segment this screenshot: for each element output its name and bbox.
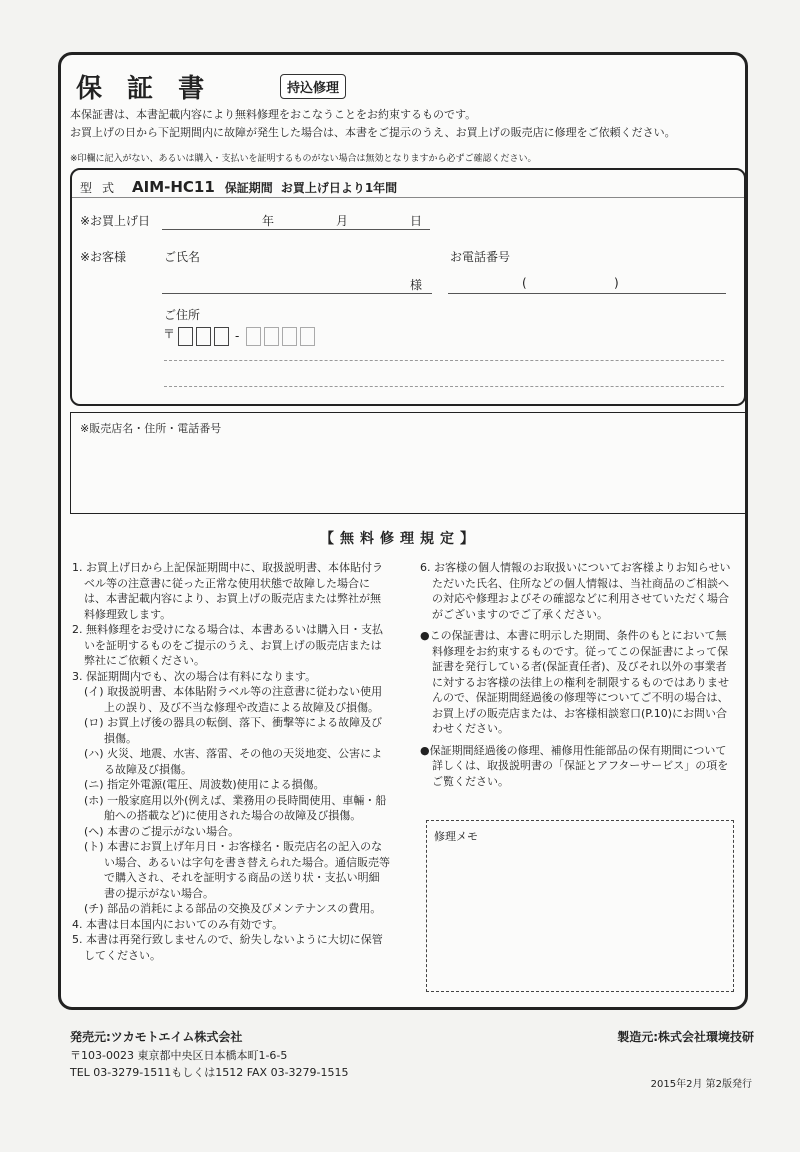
rule-sub-item: (ニ) 指定外電源(電圧、周波数)使用による損傷。 [84, 778, 325, 791]
shop-info-label: ※販売店名・住所・電話番号 [80, 422, 222, 435]
intro-text [70, 106, 676, 142]
rule-sub-item: (チ) 部品の消耗による部品の交換及びメンテナンスの費用。 [84, 902, 382, 915]
zip-digit-box[interactable] [264, 327, 279, 346]
rule-sub-item: (ハ) 火災、地震、水害、落雷、その他の天災地変、公害による故障及び損傷。 [84, 747, 383, 776]
rules-left-column [72, 560, 390, 963]
maker-name: 製造元:株式会社環境技研 [617, 1030, 754, 1044]
rule-item: 1. お買上げ日から上記保証期間中に、取扱説明書、本体貼付ラベル等の注意書に従った正常な使用状態で故障した場合には、本書記載内容により、お買上げの販売店または弊社が無料修理致します。 [72, 561, 383, 621]
model-code: AIM-HC11 [132, 178, 215, 196]
rule-item: 4. 本書は日本国内においてのみ有効です。 [72, 917, 284, 931]
validity-note: ※印欄に記入がない、あるいは購入・支払いを証明するものがない場合は無効となりますから必ずご確認ください。 [70, 154, 537, 164]
warranty-form-box [70, 168, 746, 406]
notice-bullet: ●この保証書は、本書に明示した期間、条件のもとにおいて無料修理をお約束するものです。従ってこの保証書によって保証書を発行している者(保証責任者)、及びそれ以外の事業者に対するお客様の法律上の権利を制限するものではありませんので、保証期間経過後の修理等についてご不明の場合は、お買上げの販売店または、お客様相談窓口(P.10)にお問い合わせください。 [420, 629, 729, 735]
intro-line-2: お買上げの日から下記期間内に故障が発生した場合は、本書をご提示のうえ、お買上げの販売店に修理をご依頼ください。 [70, 126, 676, 139]
zip-digit-box[interactable] [196, 327, 211, 346]
repair-memo-label: 修理メモ [434, 830, 478, 843]
page-title: 保 証 書 [76, 74, 213, 104]
seller-phone: TEL 03-3279-1511もしくは1512 FAX 03-3279-1515 [70, 1066, 349, 1079]
year-label: 年 [262, 214, 275, 228]
address-line[interactable] [164, 360, 724, 361]
publication-info: 2015年2月 第2版発行 [650, 1079, 752, 1090]
phone-paren-open: ( [522, 276, 527, 290]
rule-sub-item: (ロ) お買上げ後の器具の転倒、落下、衝撃等による故障及び損傷。 [84, 716, 383, 745]
rule-sub-item: (ト) 本書にお買上げ年月日・お客様名・販売店名の記入のない場合、あるいは字句を書き替えられた場合。通信販売等で購入され、それを証明する商品の送り状・支払い明細書の提示がない場合。 [84, 840, 390, 900]
seller-name: 発売元:ツカモトエイム株式会社 [70, 1030, 243, 1044]
month-label: 月 [336, 214, 349, 228]
zip-digit-box[interactable] [282, 327, 297, 346]
model-row [80, 178, 397, 196]
period-value: お買上げ日より1年間 [280, 181, 398, 195]
name-label: ご氏名 [164, 250, 201, 264]
rule-sub-item: (イ) 取扱説明書、本体貼附ラベル等の注意書に従わない使用上の誤り、及び不当な修理や改造による故障及び損傷。 [84, 685, 383, 714]
zip-dash: - [235, 329, 240, 343]
rule-sub-item: (ホ) 一般家庭用以外(例えば、業務用の長時間使用、車輛・船舶への搭載など)に使用された場合の故障及び損傷。 [84, 793, 387, 822]
customer-label: ※お客様 [80, 250, 127, 264]
phone-paren-close: ) [614, 276, 619, 290]
carry-in-repair-badge: 持込修理 [280, 74, 346, 99]
model-label: 型式 [80, 181, 125, 195]
name-field[interactable] [162, 293, 432, 294]
day-label: 日 [410, 214, 423, 228]
rule-item: 2. 無料修理をお受けになる場合は、本書あるいは購入日・支払いを証明するものをご提示のうえ、お買上げの販売店または弊社にご依頼ください。 [72, 623, 383, 667]
phone-field[interactable] [448, 293, 726, 294]
zip-digit-box[interactable] [246, 327, 261, 346]
zip-mark: 〒 [163, 327, 176, 341]
zip-digit-box[interactable] [214, 327, 229, 346]
seller-contact [70, 1047, 349, 1081]
phone-label: お電話番号 [450, 250, 511, 264]
repair-memo-box[interactable] [426, 820, 734, 992]
purchase-date-label: ※お買上げ日 [80, 214, 151, 228]
rules-title: 【無料修理規定】 [320, 531, 480, 547]
intro-line-1: 本保証書は、本書記載内容により無料修理をおこなうことをお約束するものです。 [70, 108, 477, 121]
zip-digit-box[interactable] [178, 327, 193, 346]
seller-address: 〒103-0023 東京都中央区日本橋本町1-6-5 [70, 1049, 288, 1062]
rule-sub-item: (ヘ) 本書のご提示がない場合。 [84, 824, 240, 838]
purchase-date-field[interactable] [162, 229, 430, 230]
address-label: ご住所 [164, 308, 201, 322]
rules-right-column [420, 560, 736, 789]
period-label: 保証期間 [224, 181, 273, 195]
notice-bullet: ●保証期間経過後の修理、補修用性能部品の保有期間について詳しくは、取扱説明書の「保証とアフターサービス」の項をご覧ください。 [420, 743, 729, 788]
rule-item: 6. お客様の個人情報のお取扱いについてお客様よりお知らせいただいた氏名、住所などの個人情報は、当社商品のご相談への対応や修理およびその確認などに利用させていただく場合がございますのでご了承ください。 [420, 561, 731, 621]
zip-digit-box[interactable] [300, 327, 315, 346]
honorific-label: 様 [410, 278, 423, 292]
rule-item: 3. 保証期間内でも、次の場合は有料になります。 [72, 669, 317, 683]
rule-item: 5. 本書は再発行致しませんので、紛失しないように大切に保管してください。 [72, 933, 383, 962]
address-line[interactable] [164, 386, 724, 387]
